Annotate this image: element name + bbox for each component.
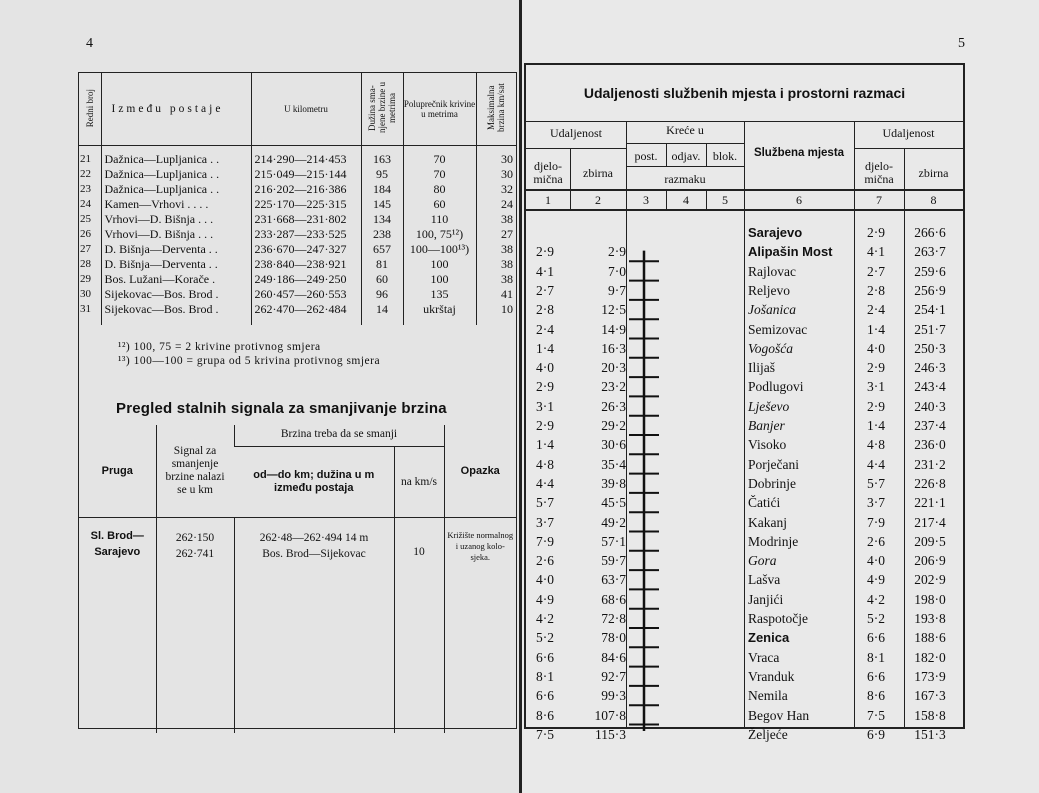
distance-d8: 254·1 (914, 302, 946, 318)
column-number: 8 (930, 193, 937, 207)
station-name: Nemila (748, 688, 788, 704)
distance-d8: 173·9 (914, 668, 946, 684)
station-row (526, 416, 963, 435)
distance-d8: 226·8 (914, 475, 946, 491)
station-name: Jošanica (748, 302, 796, 318)
distance-d1: 3·7 (536, 514, 554, 530)
curve-between: Vrhovi—D. Bišnja . . . (101, 212, 251, 227)
curve-between: Vrhovi—D. Bišnja . . . (101, 227, 251, 242)
curve-len: 95 (361, 167, 403, 182)
curve-len: 657 (361, 242, 403, 257)
distance-d7: 2·9 (867, 398, 885, 414)
distance-d7: 4·0 (867, 553, 885, 569)
distance-d7: 2·9 (867, 360, 885, 376)
curve-no: 26 (80, 228, 91, 240)
footnote-13: ¹³) 100—100 = grupa od 5 krivina protivnog smjera (118, 355, 381, 367)
curve-km: 214·290—214·453 (251, 146, 361, 168)
curve-speed: 38 (476, 212, 516, 227)
curve-no: 31 (80, 303, 91, 315)
station-row (526, 551, 963, 570)
distance-d7: 7·9 (867, 514, 885, 530)
curve-row (79, 197, 516, 212)
station-name: Lašva (748, 572, 781, 588)
station-row (526, 358, 963, 377)
distance-d8: 231·2 (914, 456, 946, 472)
distance-d1: 4·0 (536, 360, 554, 376)
distance-d1: 8·1 (536, 668, 554, 684)
curve-km: 260·457—260·553 (251, 287, 361, 302)
page-number-right: 5 (958, 36, 965, 51)
curve-km: 238·840—238·921 (251, 257, 361, 272)
distance-d1: 2·9 (536, 244, 554, 260)
curve-radius: 100 (403, 257, 476, 272)
curve-speed: 10 (476, 302, 516, 317)
distance-d2: 7·0 (608, 263, 626, 279)
footnotes (118, 340, 380, 368)
station-row (526, 320, 963, 339)
header-duzina: Dužina sma-njene brzine u metrima (361, 73, 403, 146)
station-name: Čatići (748, 495, 781, 511)
header-signal: Signal za smanjenje brzine nalazi se u km (156, 425, 234, 518)
distance-d1: 2·6 (536, 553, 554, 569)
distance-d1: 3·1 (536, 398, 554, 414)
curve-radius: 80 (403, 182, 476, 197)
distance-d2: 99·3 (601, 688, 626, 704)
distance-d8: 221·1 (914, 495, 946, 511)
distance-d8: 266·6 (914, 225, 946, 240)
distance-d1: 2·4 (536, 321, 554, 337)
curve-speed: 41 (476, 287, 516, 302)
curve-between: D. Bišnja—Derventa . . (101, 242, 251, 257)
station-row (526, 397, 963, 416)
header-brzina: Brzina treba da se smanji (234, 425, 444, 447)
curve-row (79, 287, 516, 302)
header-razmaku: razmaku (664, 172, 706, 186)
signals-na: 10 (394, 518, 444, 734)
distance-d2: 68·6 (601, 591, 626, 607)
station-name: Sarajevo (748, 225, 803, 240)
distance-d8: 243·4 (914, 379, 946, 395)
distance-d2: 26·3 (601, 398, 626, 414)
curve-radius: 135 (403, 287, 476, 302)
station-name: Zenica (748, 630, 790, 646)
curve-no: 29 (80, 273, 91, 285)
station-name: Vraca (748, 649, 780, 665)
station-name: Begov Han (748, 707, 810, 723)
curve-speed: 38 (476, 242, 516, 257)
distance-d7: 2·9 (867, 225, 885, 240)
column-number: 5 (722, 193, 728, 207)
station-row (526, 513, 963, 532)
distance-d7: 5·2 (867, 611, 885, 626)
header-redni-broj: Redni broj (79, 73, 101, 146)
curve-row (79, 272, 516, 287)
distance-d8: 259·6 (914, 263, 946, 279)
curve-len: 163 (361, 146, 403, 168)
distance-d7: 7·5 (867, 707, 885, 723)
curve-km: 216·202—216·386 (251, 182, 361, 197)
header-izmedu-postaje: Između postaje (101, 73, 251, 146)
distance-d7: 2·4 (867, 302, 885, 318)
distance-d2: 84·6 (601, 649, 626, 665)
station-name: Alipašin Most (748, 244, 833, 260)
distance-d7: 6·6 (867, 668, 885, 684)
curve-no: 27 (80, 243, 91, 255)
distance-d1: 6·6 (536, 649, 554, 665)
distance-d1: 6·6 (536, 688, 554, 704)
distance-d7: 4·4 (867, 456, 885, 472)
curve-row (79, 242, 516, 257)
station-row (526, 725, 963, 744)
curve-no: 21 (80, 153, 91, 165)
curve-len: 184 (361, 182, 403, 197)
header-zbirna-right: zbirna (918, 166, 949, 180)
distance-d2: 35·4 (601, 456, 626, 472)
station-row (526, 667, 963, 686)
distance-d2: 14·9 (601, 321, 626, 337)
header-zbirna-left: zbirna (583, 166, 613, 180)
distance-d8: 151·3 (914, 726, 946, 742)
distance-d2: 72·8 (601, 611, 626, 626)
left-page (0, 0, 519, 793)
distance-d7: 3·7 (867, 495, 885, 511)
distance-d1: 5·7 (536, 495, 554, 511)
distance-d7: 4·0 (867, 340, 885, 356)
distance-d7: 2·7 (867, 263, 885, 279)
distance-d1: 7·9 (536, 533, 554, 549)
station-row (526, 493, 963, 512)
station-name: Željeće (748, 726, 788, 742)
curve-radius: 70 (403, 146, 476, 168)
distance-d8: 250·3 (914, 340, 946, 356)
distance-d7: 5·7 (867, 475, 885, 491)
station-row (526, 339, 963, 358)
curve-row (79, 257, 516, 272)
distance-title: Udaljenosti službenih mjesta i prostorni razmaci (526, 65, 963, 122)
distance-d2: 16·3 (601, 340, 626, 356)
distance-table (524, 63, 965, 742)
curve-row (79, 182, 516, 197)
distance-d8: 256·9 (914, 282, 946, 298)
curve-between: Bos. Lužani—Korače . (101, 272, 251, 287)
distance-d8: 182·0 (914, 649, 946, 665)
distance-d8: 237·4 (914, 418, 946, 433)
station-row (526, 532, 963, 551)
header-opazka: Opazka (444, 425, 516, 518)
header-post: post. (634, 149, 658, 163)
curve-speed: 27 (476, 227, 516, 242)
station-name: Modrinje (748, 533, 799, 549)
distance-d7: 4·9 (867, 572, 885, 588)
header-blok: blok. (712, 149, 738, 163)
header-djelomicna-left: djelo-mična (533, 159, 563, 186)
curve-between: Kamen—Vrhovi . . . . (101, 197, 251, 212)
distance-d2: 59·7 (601, 553, 626, 569)
curve-radius: ukrštaj (403, 302, 476, 317)
distance-d2: 45·5 (601, 495, 626, 511)
curve-no: 28 (80, 258, 91, 270)
station-row (526, 281, 963, 300)
header-u-kilometru: U kilometru (251, 73, 361, 146)
header-pruga: Pruga (79, 425, 156, 518)
signals-signal: 262·150 262·741 (156, 518, 234, 734)
curve-radius: 100—100¹³) (403, 242, 476, 257)
distance-d1: 2·9 (536, 379, 554, 395)
curve-speed: 30 (476, 167, 516, 182)
station-row (526, 570, 963, 589)
distance-d7: 4·1 (867, 244, 885, 260)
curve-between: Dažnica—Lupljanica . . (101, 182, 251, 197)
curve-speed: 24 (476, 197, 516, 212)
distance-d8: 193·8 (914, 611, 946, 626)
distance-d7: 3·1 (867, 379, 885, 395)
curve-row (79, 146, 516, 168)
distance-d7: 1·4 (867, 418, 885, 433)
distance-d8: 188·6 (914, 630, 946, 646)
station-row (526, 377, 963, 396)
station-name: Gora (748, 553, 777, 569)
distance-d1: 7·5 (536, 726, 554, 742)
footnote-12: ¹²) 100, 75 = 2 krivine protivnog smjera (118, 341, 321, 353)
station-row (526, 474, 963, 493)
distance-d1: 1·4 (536, 340, 554, 356)
station-row (526, 590, 963, 609)
distance-d1: 2·9 (536, 418, 554, 433)
station-row (526, 648, 963, 667)
column-number: 7 (876, 193, 882, 207)
distance-d2: 115·3 (595, 726, 626, 742)
header-sluzbena-mjesta: Službena mjesta (753, 147, 845, 159)
station-row (526, 223, 963, 242)
station-name: Ilijaš (748, 360, 775, 376)
curve-km: 262·470—262·484 (251, 302, 361, 317)
curve-no: 24 (80, 198, 91, 210)
curve-len: 145 (361, 197, 403, 212)
curve-row (79, 227, 516, 242)
column-number: 1 (545, 193, 551, 207)
header-krece-u: Kreće u (666, 123, 704, 137)
curve-row (79, 212, 516, 227)
curve-len: 96 (361, 287, 403, 302)
station-name: Reljevo (748, 282, 790, 298)
distance-d8: 240·3 (914, 398, 946, 414)
header-djelomicna-right: djelo-mična (864, 159, 894, 186)
page-number-left: 4 (86, 36, 93, 51)
distance-d1: 5·2 (536, 630, 554, 646)
column-number: 6 (796, 193, 802, 207)
distance-d7: 8·6 (867, 688, 885, 704)
distance-d8: 246·3 (914, 360, 946, 376)
curve-speed: 38 (476, 272, 516, 287)
distance-d2: 29·2 (601, 418, 626, 433)
header-na: na km/s (394, 447, 444, 518)
distance-d7: 2·6 (867, 533, 885, 549)
station-row (526, 628, 963, 647)
curve-km: 215·049—215·144 (251, 167, 361, 182)
column-number: 4 (683, 193, 689, 207)
distance-d8: 263·7 (914, 244, 946, 260)
header-od-do: od—do km; dužina u m između postaja (234, 447, 394, 518)
station-name: Lješevo (748, 398, 790, 414)
distance-d7: 4·8 (867, 437, 885, 453)
distance-d2: 2·9 (608, 244, 626, 260)
distance-d1: 4·0 (536, 572, 554, 588)
curve-speed: 38 (476, 257, 516, 272)
distance-d8: 236·0 (914, 437, 946, 453)
curve-len: 134 (361, 212, 403, 227)
distance-d1: 4·4 (536, 475, 554, 491)
curve-no: 22 (80, 168, 91, 180)
distance-d2: 39·8 (601, 475, 626, 491)
signals-title: Pregled stalnih signala za smanjivanje brzina (116, 400, 447, 417)
station-name: Kakanj (748, 514, 787, 530)
header-udaljenost-left: Udaljenost (550, 126, 602, 140)
distance-d1: 4·1 (536, 263, 554, 279)
distance-d8: 198·0 (914, 591, 946, 607)
station-name: Janjići (748, 591, 784, 607)
curve-km: 225·170—225·315 (251, 197, 361, 212)
distance-d8: 217·4 (914, 514, 946, 530)
distance-d2: 92·7 (601, 668, 626, 684)
distance-d1: 2·7 (536, 282, 554, 298)
curve-km: 233·287—233·525 (251, 227, 361, 242)
distance-d1: 4·9 (536, 591, 554, 607)
distance-d2: 30·6 (601, 437, 626, 453)
distance-d2: 23·2 (601, 379, 626, 395)
column-number: 3 (643, 193, 649, 207)
curve-no: 23 (80, 183, 91, 195)
distance-d1: 2·8 (536, 302, 554, 318)
distance-d8: 167·3 (914, 688, 946, 704)
curve-len: 60 (361, 272, 403, 287)
station-name: Vogošća (748, 340, 793, 356)
distance-d1: 1·4 (536, 437, 554, 453)
column-number: 2 (595, 193, 601, 207)
curve-speed: 30 (476, 146, 516, 168)
station-row (526, 686, 963, 705)
curve-row (79, 302, 516, 317)
station-name: Rajlovac (748, 263, 796, 279)
station-name: Banjer (748, 418, 785, 433)
station-row (526, 609, 963, 628)
distance-d7: 4·2 (867, 591, 885, 607)
station-row (526, 706, 963, 725)
signals-row (79, 518, 516, 734)
distance-d8: 158·8 (914, 707, 946, 723)
distance-d2: 12·5 (601, 302, 626, 318)
curve-between: D. Bišnja—Derventa . . (101, 257, 251, 272)
station-name: Dobrinje (748, 475, 796, 491)
distance-d7: 8·1 (867, 649, 885, 665)
curve-between: Sijekovac—Bos. Brod . (101, 302, 251, 317)
curve-radius: 60 (403, 197, 476, 212)
station-name: Vranduk (748, 668, 795, 684)
header-odjav: odjav. (671, 149, 701, 163)
curve-len: 81 (361, 257, 403, 272)
distance-d2: 20·3 (601, 360, 626, 376)
curve-len: 238 (361, 227, 403, 242)
distance-d7: 6·6 (867, 630, 885, 646)
distance-d2: 9·7 (608, 282, 626, 298)
distance-d7: 1·4 (867, 321, 885, 337)
distance-d7: 6·9 (867, 726, 885, 742)
distance-d7: 2·8 (867, 282, 885, 298)
station-row (526, 242, 963, 261)
curve-km: 249·186—249·250 (251, 272, 361, 287)
curve-no: 30 (80, 288, 91, 300)
station-row (526, 455, 963, 474)
header-udaljenost-right: Udaljenost (882, 126, 935, 140)
distance-d1: 4·2 (536, 611, 554, 626)
distance-d1: 8·6 (536, 707, 554, 723)
curve-between: Dažnica—Lupljanica . . (101, 146, 251, 168)
curve-len: 14 (361, 302, 403, 317)
curve-radius: 100 (403, 272, 476, 287)
distance-d8: 209·5 (914, 533, 946, 549)
curve-between: Dažnica—Lupljanica . . (101, 167, 251, 182)
signals-pruga: Sl. Brod— Sarajevo (90, 530, 144, 558)
distance-d2: 57·1 (601, 533, 626, 549)
station-name: Porječani (748, 456, 799, 472)
signals-table (79, 425, 516, 733)
curve-filler (79, 317, 516, 325)
header-max-brzina: Maksimalna brzina km/sat (476, 73, 516, 146)
distance-d2: 63·7 (601, 572, 626, 588)
station-row (526, 435, 963, 454)
distance-d8: 251·7 (914, 321, 946, 337)
distance-d2: 78·0 (601, 630, 626, 646)
station-name: Semizovac (748, 321, 808, 337)
distance-d2: 107·8 (594, 707, 626, 723)
distance-d1: 4·8 (536, 456, 554, 472)
curve-radius: 110 (403, 212, 476, 227)
curve-km: 231·668—231·802 (251, 212, 361, 227)
station-name: Podlugovi (748, 379, 804, 395)
distance-d8: 206·9 (914, 553, 946, 569)
distance-d8: 202·9 (914, 572, 946, 588)
curve-km: 236·670—247·327 (251, 242, 361, 257)
curves-table (79, 73, 516, 325)
curve-radius: 100, 75¹²) (403, 227, 476, 242)
curve-no: 25 (80, 213, 91, 225)
distance-d2: 49·2 (601, 514, 626, 530)
curve-radius: 70 (403, 167, 476, 182)
signals-od-do: 262·48—262·494 14 m Bos. Brod—Sijekovac (234, 518, 394, 734)
signals-opazka: Križište normalnog i uzanog kolo-sjeka. (444, 518, 516, 734)
curve-between: Sijekovac—Bos. Brod . (101, 287, 251, 302)
station-name: Visoko (748, 437, 787, 453)
station-row (526, 300, 963, 319)
header-poluprecnik: Poluprečnik krivine u metrima (403, 73, 476, 146)
curve-speed: 32 (476, 182, 516, 197)
station-row (526, 262, 963, 281)
station-name: Raspotočje (748, 611, 808, 626)
curve-row (79, 167, 516, 182)
